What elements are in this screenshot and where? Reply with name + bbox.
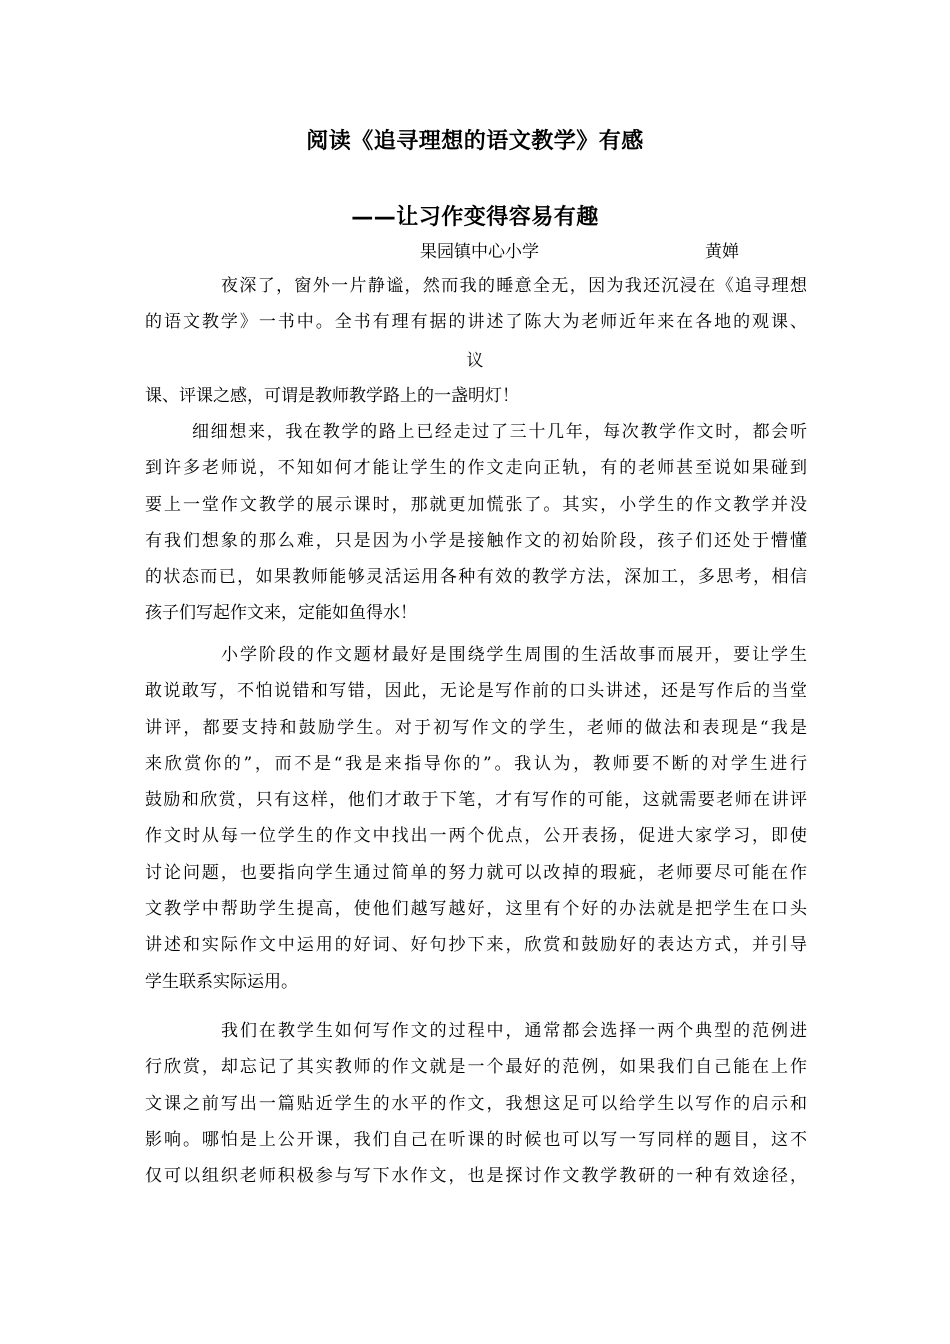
paragraph-line: 仅可以组织老师积极参与写下水作文，也是探讨作文教学教研的一种有效途径，: [145, 1166, 807, 1187]
author-name: 黄婵: [705, 242, 739, 262]
paragraph-line: 行欣赏，却忘记了其实教师的作文就是一个最好的范例，如果我们自己能在上作: [145, 1057, 807, 1078]
paragraph-line: 讲评，都要支持和鼓励学生。对于初写作文的学生，老师的做法和表现是“我是: [145, 717, 807, 738]
paragraph-line: 讨论问题，也要指向学生通过简单的努力就可以改掉的瑕疵，老师要尽可能在作: [145, 862, 807, 883]
paragraph-line: 文教学中帮助学生提高，使他们越写越好，这里有个好的办法就是把学生在口头: [145, 899, 807, 920]
document-subtitle: ——让习作变得容易有趣: [351, 205, 599, 230]
paragraph-line: 的语文教学》一书中。全书有理有据的讲述了陈大为老师近年来在各地的观课、: [145, 312, 807, 333]
school-name: 果园镇中心小学: [420, 242, 539, 262]
paragraph-line: 小学阶段的作文题材最好是围绕学生周围的生活故事而展开，要让学生: [221, 645, 807, 665]
paragraph-line: 敢说敢写，不怕说错和写错，因此，无论是写作前的口头讲述，还是写作后的当堂: [145, 681, 807, 702]
paragraph-line: 学生联系实际运用。: [145, 971, 298, 992]
paragraph-line: 影响。哪怕是上公开课，我们自己在听课的时候也可以写一写同样的题目，这不: [145, 1129, 807, 1150]
paragraph-line: 作文时从每一位学生的作文中找出一两个优点，公开表扬，促进大家学习，即使: [145, 826, 807, 847]
paragraph-line: 到许多老师说，不知如何才能让学生的作文走向正轨，有的老师甚至说如果碰到: [145, 458, 807, 479]
paragraph-line: 我们在教学生如何写作文的过程中，通常都会选择一两个典型的范例进: [221, 1021, 807, 1041]
paragraph-line: 的状态而已，如果教师能够灵活运用各种有效的教学方法，深加工，多思考，相信: [145, 567, 807, 588]
document-title: 阅读《追寻理想的语文教学》有感: [306, 129, 644, 154]
paragraph-2: [145, 414, 807, 632]
paragraph-1-continued: [145, 378, 807, 414]
paragraph-1: [145, 268, 807, 341]
paragraph-line: 孩子们写起作文来，定能如鱼得水！: [145, 603, 417, 624]
paragraph-4: [145, 1013, 807, 1194]
paragraph-line: 有我们想象的那么难，只是因为小学是接触作文的初始阶段，孩子们还处于懵懂: [145, 530, 807, 551]
paragraph-line: 议: [466, 351, 484, 371]
paragraph-line: 文课之前写出一篇贴近学生的水平的作文，我想这足可以给学生以写作的启示和: [145, 1093, 807, 1114]
paragraph-line: 细细想来，我在教学的路上已经走过了三十几年，每次教学作文时，都会听: [192, 422, 807, 442]
paragraph-line: 来欣赏你的”，而不是“我是来指导你的”。我认为，教师要不断的对学生进行: [145, 753, 807, 774]
paragraph-line: 要上一堂作文教学的展示课时，那就更加慌张了。其实，小学生的作文教学并没: [145, 494, 807, 515]
paragraph-line: 课、评课之感，可谓是教师教学路上的一盏明灯！: [145, 386, 519, 406]
paragraph-line: 鼓励和欣赏，只有这样，他们才敢于下笔，才有写作的可能，这就需要老师在讲评: [145, 790, 807, 811]
paragraph-line: 夜深了，窗外一片静谧，然而我的睡意全无，因为我还沉浸在《追寻理想: [221, 276, 807, 296]
paragraph-3: [145, 637, 807, 1000]
paragraph-line: 讲述和实际作文中运用的好词、好句抄下来，欣赏和鼓励好的表达方式，并引导: [145, 935, 807, 956]
